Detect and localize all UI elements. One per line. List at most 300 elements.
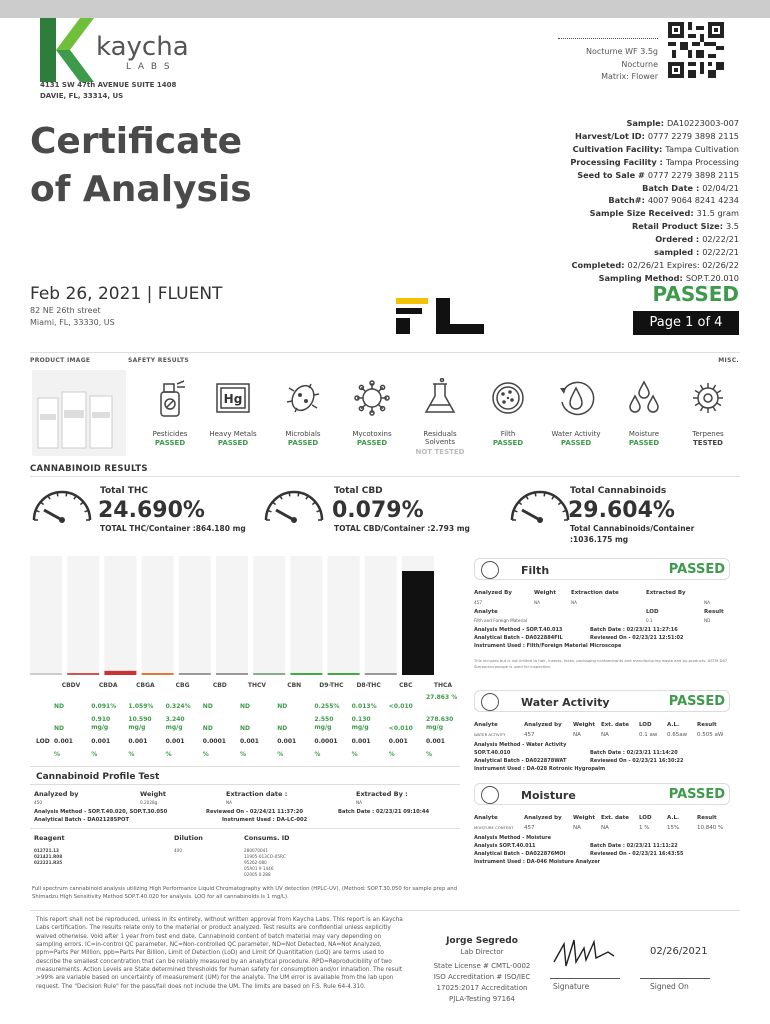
column-label: CBN [287, 682, 302, 689]
total-value: 0.079% [332, 498, 424, 523]
filth-h2: Weight [534, 590, 556, 596]
petri-icon [480, 374, 536, 422]
bar-cbc [365, 673, 397, 675]
water-title: Water Activity [521, 696, 610, 709]
sample-info-value: 02/22/21 [702, 234, 739, 245]
column-label: CBDA [98, 682, 118, 689]
unit-value: % [426, 751, 433, 758]
flask-icon [412, 374, 468, 422]
hg-icon [205, 374, 261, 422]
sample-info-label: Completed: [571, 259, 625, 270]
pct-value: 0.324% [165, 703, 191, 710]
moisture-v1: MOISTURE CONTENT [474, 825, 514, 830]
signed-on-line [640, 978, 710, 979]
consums-values: 280070041 11905-013CO-05RC 95262-080 05A01 9 1446 02005 0.288 [244, 848, 286, 877]
mg-value: 10.590 mg/g [128, 716, 152, 731]
sample-info-row [399, 246, 739, 259]
dilution-label: Dilution [174, 834, 203, 842]
moisture-reviewed: Reviewed On - 02/23/21 16:43:55 [590, 851, 684, 857]
safety-item [275, 374, 331, 447]
moisture-title: Moisture [521, 789, 576, 802]
water-sop: SOP.T.40.010 [474, 750, 511, 756]
moisture-v2: 457 [524, 825, 535, 831]
pct-value: ND [277, 703, 288, 710]
filth-title: Filth [521, 564, 550, 577]
lab-name: Kaycha Labs [566, 20, 658, 35]
filth-result: PASSED [668, 562, 725, 577]
safety-item-result: PASSED [287, 439, 319, 448]
sample-info-label: Sample: [626, 118, 664, 128]
moisture-v7: 10.840 % [697, 825, 724, 831]
column-label: D8-THC [356, 682, 381, 689]
water-v3: NA [573, 732, 581, 738]
pct-value: ND [202, 703, 213, 710]
moisture-h5: LOD [639, 815, 652, 821]
gear-icon [680, 374, 736, 422]
spray-icon [142, 374, 198, 422]
bar-thca [402, 571, 434, 675]
mg-value: 3.240 mg/g [165, 716, 185, 731]
title-line-1: Certificate [30, 121, 243, 162]
bar-track [142, 556, 174, 675]
safety-item [412, 374, 468, 456]
water-activity-card [474, 690, 730, 712]
signed-date: 02/26/2021 [650, 946, 708, 957]
pct-value: 1.059% [128, 703, 154, 710]
moisture-batch: Analytical Batch - DA022876MOI [474, 851, 566, 857]
safety-item-result: PASSED [492, 439, 524, 448]
mg-value: 0.130 mg/g [351, 716, 371, 731]
profile-weight: 0.2028g [140, 800, 158, 805]
sample-info-label: Ordered : [655, 234, 700, 245]
signer-license: State License # CMTL-0002 [433, 962, 531, 970]
safety-item-name: Terpenes [692, 430, 724, 438]
filth-batch: Analytical Batch - DA022884FIL [474, 635, 563, 641]
sample-info-label: Retail Product Size: [631, 221, 723, 232]
safety-item [548, 374, 604, 447]
moisture-result: PASSED [668, 787, 725, 802]
total-sub: TOTAL THC/Container :864.180 mg [100, 524, 246, 533]
mg-value: 0.910 mg/g [91, 716, 111, 731]
moisture-instrument: Instrument Used : DA-046 Moisture Analyzer [474, 859, 601, 865]
water-v6: 0.65aw [667, 732, 688, 738]
moisture-batch-date: Batch Date : 02/23/21 11:11:22 [590, 843, 678, 849]
microbe-icon [275, 374, 331, 422]
filth-h3: Extraction date [571, 590, 619, 596]
bar-track [328, 556, 360, 675]
unit-value: % [165, 751, 172, 758]
divider [30, 828, 460, 829]
column-label: CBG [175, 682, 190, 689]
divider [30, 476, 740, 477]
safety-item [344, 374, 400, 447]
sample-info-value: 31.5 gram [696, 208, 739, 219]
logo-sub: L A B S [126, 62, 172, 72]
bar-track [365, 556, 397, 675]
client-address-2: Miami, FL, 33330, US [30, 318, 115, 327]
pct-value: 0.091% [91, 703, 117, 710]
water-icon [481, 693, 499, 711]
profile-batch: Analytical Batch - DA021285POT [34, 817, 129, 823]
filth-v3: NA [571, 600, 577, 605]
bar-cbn [253, 673, 285, 675]
mg-value: ND [277, 725, 288, 732]
pct-value: 27.863 % [426, 694, 458, 701]
bar-thcv [216, 673, 248, 675]
filth-res-h: Result [704, 609, 724, 615]
water-icon [548, 374, 604, 422]
sample-info-value: 3.5 [725, 221, 739, 232]
total-label: Total THC [100, 486, 148, 496]
sample-info-label: Seed to Sale # [577, 169, 645, 180]
product-image [32, 370, 126, 456]
product-image-header: PRODUCT IMAGE [30, 357, 91, 364]
water-result: PASSED [668, 694, 725, 709]
logo-word: kaycha [96, 32, 189, 62]
total-label: Total Cannabinoids [570, 486, 667, 496]
product-name: Nocturne WF 3.5g [585, 47, 658, 56]
moisture-h4: Ext. date [601, 815, 629, 821]
moisture-card [474, 783, 730, 805]
bar-track [30, 556, 62, 675]
water-v4: NA [601, 732, 609, 738]
lod-value: 0.001 [54, 738, 73, 745]
divider [30, 910, 740, 911]
safety-item-name: Microbials [285, 430, 321, 438]
lod-value: 0.001 [426, 738, 445, 745]
sample-info-row [399, 207, 739, 220]
sample-info-row [399, 182, 739, 195]
column-label: THCA [433, 682, 453, 689]
unit-value: % [240, 751, 247, 758]
total-value: 29.604% [568, 498, 675, 523]
unit-value: % [277, 751, 284, 758]
water-h1: Analyte [474, 722, 498, 728]
sample-info-list [399, 117, 739, 285]
moisture-v5: 1 % [639, 825, 650, 831]
page-indicator: Page 1 of 4 [633, 311, 739, 335]
kaycha-logo-mark-icon [40, 18, 94, 82]
water-h7: Result [697, 722, 717, 728]
sample-info-row [399, 220, 739, 233]
total-label: Total CBD [334, 486, 383, 496]
bar-cbga [104, 671, 136, 675]
lod-value: 0.001 [128, 738, 148, 745]
gauge-icon [30, 484, 94, 524]
page-title [30, 118, 252, 213]
profile-note: Full spectrum cannabinoid analysis utilizing High Performance Liquid Chromatography with UV detection (HPLC-UV). (Method: SOP.T.30.050 for sample prep and Shimadzu High Sensitivity Method SOP.T.40.020 for analysis. LOQ for all cannabinoids is 1 mg/L). [32, 886, 458, 900]
unit-value: % [314, 751, 321, 758]
lod-value: 0.001 [240, 738, 259, 745]
divider [30, 766, 460, 767]
sample-info-label: Cultivation Facility: [572, 143, 663, 154]
signer-pjla: PJLA-Testing 97164 [449, 995, 515, 1003]
kaycha-logo [40, 18, 200, 84]
sample-info-value: Tampa Processing [665, 156, 739, 167]
sample-info-row [399, 130, 739, 143]
lab-address-1: 4131 SW 47th AVENUE SUITE 1408 [40, 81, 177, 89]
signature-line [550, 978, 620, 979]
sample-info-value: 0777 2279 3898 2115 [647, 169, 739, 180]
bar-cbda [67, 673, 99, 675]
signature-label: Signature [553, 982, 590, 991]
unit-value: % [128, 751, 135, 758]
mg-value: 2.550 mg/g [314, 716, 334, 731]
sample-info-row [399, 233, 739, 246]
bar-track [253, 556, 285, 675]
sample-info-label: Batch#: [608, 195, 645, 206]
safety-item-result: PASSED [356, 439, 388, 448]
sample-info-value: 02/04/21 [702, 182, 739, 193]
mg-value: ND [240, 725, 251, 732]
signer-iso-2: 17025:2017 Accreditation [436, 984, 528, 992]
safety-item-result: PASSED [628, 439, 660, 448]
sample-info-label: Sample Size Received: [589, 208, 694, 219]
water-batch: Analytical Batch - DA022878WAT [474, 758, 567, 764]
column-label: CBDV [61, 682, 81, 689]
profile-extraction: NA [226, 800, 232, 805]
lod-value: 0.001 [165, 738, 185, 745]
filth-analyte: Filth and Foreign Material [474, 618, 528, 623]
bar-track [290, 556, 322, 675]
virus-icon [344, 374, 400, 422]
safety-item-name: Pesticides [152, 430, 188, 438]
profile-analyzed-by: 450 [34, 800, 42, 805]
column-label: CBD [212, 682, 227, 689]
client-date-line: Feb 26, 2021 | FLUENT [30, 284, 223, 304]
unit-value: % [54, 751, 61, 758]
lod-value: 0.001 [388, 738, 408, 745]
mg-value: <0.010 [388, 725, 413, 732]
safety-item-name: Filth [500, 430, 516, 438]
safety-item-result: TESTED [693, 439, 723, 448]
sample-info-value: SOP.T.20.010 [685, 272, 739, 283]
moisture-h1: Analyte [474, 815, 498, 821]
sample-info-row [399, 259, 739, 272]
sample-info-row [399, 143, 739, 156]
profile-extraction-label: Extraction date : [226, 790, 288, 798]
column-label: D9-THC [319, 682, 344, 689]
cannabinoid-results-header: CANNABINOID RESULTS [30, 464, 148, 474]
pct-value: ND [240, 703, 251, 710]
signature-image [550, 932, 620, 972]
bar-d9-thc [290, 673, 322, 675]
column-label: THCV [247, 682, 267, 689]
lod-value: 0.001 [277, 738, 297, 745]
product-short: Nocturne [621, 60, 658, 69]
water-batch-date: Batch Date : 02/23/21 11:14:20 [590, 750, 678, 756]
filth-h1: Analyzed By [474, 590, 512, 596]
filth-lod: 0.1 [646, 618, 653, 623]
bar-cbg [142, 673, 174, 675]
profile-extracted-by: NA [356, 800, 362, 805]
safety-item-result: NOT TESTED [415, 447, 465, 456]
profile-reviewed: Reviewed On - 02/24/21 11:37:20 [206, 809, 303, 815]
safety-item-result: PASSED [154, 439, 186, 448]
signer-role: Lab Director [460, 948, 504, 956]
unit-value: % [351, 751, 358, 758]
filth-batch-date: Batch Date : 02/23/21 11:27:16 [590, 627, 678, 633]
reagent-values: 012721.13 021421.R08 022221.R35 [34, 848, 63, 865]
sample-info-label: Batch Date : [642, 182, 700, 193]
lod-value: 0.001 [91, 738, 111, 745]
divider [30, 784, 460, 785]
profile-batch-date: Batch Date : 02/23/21 09:10:44 [338, 809, 430, 815]
status-passed: PASSED [652, 282, 739, 306]
cannabinoid-bar-chart [24, 552, 464, 677]
bar-cbdv [30, 673, 62, 675]
dotted-divider [558, 38, 658, 39]
total-sub: Total Cannabinoids/Container :1036.175 mg [570, 524, 695, 544]
filth-note: This includes but is not limited to hair, insects, feces, packaging contaminants and manufacturing waste and by-products. ASTM-D87 Stereomicroscope is used for inspection. [474, 658, 728, 669]
unit-value: % [388, 751, 395, 758]
pct-value: <0.010 [388, 703, 413, 710]
signer-name: Jorge Segredo [446, 936, 518, 946]
filth-analyte-h: Analyte [474, 609, 498, 615]
lod-value: 0.0001 [314, 738, 338, 745]
water-h5: LOD [639, 722, 652, 728]
mg-value: 278.630 mg/g [426, 716, 454, 731]
filth-v4: NA [704, 600, 710, 605]
safety-item-name: Heavy Metals [209, 430, 257, 438]
qr-code-icon [668, 22, 724, 78]
moisture-method: Analysis Method - Moisture [474, 835, 551, 841]
sample-info-value: Tampa Cultivation [665, 143, 739, 154]
filth-v2: NA [534, 600, 540, 605]
sample-info-label: Sampling Method: [598, 272, 683, 283]
water-method: Analysis Method - Water Activity [474, 742, 567, 748]
water-h3: Weight [573, 722, 595, 728]
safety-item-result: PASSED [217, 439, 249, 448]
total-sub: TOTAL CBD/Container :2.793 mg [334, 524, 470, 533]
water-v7: 0.505 aW [697, 732, 724, 738]
moisture-sop: Analysis SOP.T.40.011 [474, 843, 536, 849]
lod-value: 0.0001 [202, 738, 226, 745]
safety-item [205, 374, 261, 447]
water-reviewed: Reviewed On - 02/23/21 16:30:22 [590, 758, 684, 764]
lab-address-2: DAVIE, FL, 33314, US [40, 92, 124, 100]
unit-value: % [91, 751, 98, 758]
moisture-v4: NA [601, 825, 609, 831]
gauge-icon [262, 484, 326, 524]
moisture-h2: Analyzed by [524, 815, 562, 821]
filth-instrument: Instrument Used : Filth/Foreign Material Microscope [474, 643, 622, 649]
safety-item [680, 374, 736, 447]
water-h6: A.L. [667, 722, 680, 728]
sample-info-row [399, 194, 739, 207]
filth-lod-h: LOD [646, 609, 659, 615]
water-h4: Ext. date [601, 722, 629, 728]
safety-results-header: SAFETY RESULTS [128, 357, 190, 364]
water-v2: 457 [524, 732, 535, 738]
moisture-h6: A.L. [667, 815, 680, 821]
filth-h4: Extracted By [646, 590, 686, 596]
safety-item [142, 374, 198, 447]
signer-iso-1: ISO Accreditation # ISO/IEC [433, 973, 531, 981]
safety-item-name: Residuals Solvents [423, 430, 457, 447]
column-label: CBGA [136, 682, 155, 689]
bar-track [67, 556, 99, 675]
safety-item-name: Mycotoxins [352, 430, 392, 438]
profile-weight-label: Weight [140, 790, 166, 798]
sample-info-label: Processing Facility : [570, 156, 663, 167]
pct-value: 0.255% [314, 703, 340, 710]
drops-icon [481, 786, 499, 804]
sample-info-value: 4007 9064 8241 4234 [647, 195, 739, 206]
dilution-values: 400 [174, 848, 182, 853]
mg-value: ND [202, 725, 213, 732]
safety-item-name: Water Activity [551, 430, 601, 438]
pct-value: ND [54, 703, 65, 710]
profile-method: Analysis Method - SOP.T.40.020, SOP.T.30.050 [34, 809, 168, 815]
disclaimer-text: This report shall not be reproduced, unless in its entirety, without written approval from Kaycha Labs. This report is an Kaycha Labs certification. The results relate only to the material or product analyzed. Test results are confidential unless explicitly waived otherwise. Void after 1 year from test end date. Cannabinoid content of batch material may vary depending on sampling errors. IC=in-control QC parameter, NC=Non-controlled QC parameter, ND=Not Detected, NA=Not Analyzed, ppm=Parts Per Million, ppb=Parts Per Billion, Limit of Detection (LoD) and Limit Of Quantitation (LoQ) are terms used to describe the smallest concentration that can be reliably measured by an analytical procedure. RPD=Reproducibility of two measurements. Action Levels are State determined thresholds for human safety for consumption and/or inhalation. The result >99% are variable based on uncertainty of measurement (UM) for the analyte. The UM error is available from the lab upon request. The "Decision Rule" for the pass/fail does not include the UM. The limits are based on F.S. Rule 64-4.310. [36, 917, 403, 990]
bar-d8-thc [328, 673, 360, 675]
client-address-1: 82 NE 26th street [30, 306, 101, 315]
filth-method: Analysis Method - SOP.T.40.013 [474, 627, 563, 633]
water-instrument: Instrument Used : DA-028 Rotronic Hygropalm [474, 766, 606, 772]
lod-label: LOD [36, 738, 50, 745]
filth-reviewed: Reviewed On - 02/23/21 12:51:02 [590, 635, 684, 641]
column-label: CBC [399, 682, 413, 689]
profile-extracted-by-label: Extracted By : [356, 790, 408, 798]
sample-info-value: DA10223003-007 [666, 118, 739, 128]
sample-info-row [399, 169, 739, 182]
filth-card [474, 558, 730, 580]
sample-info-value: 0777 2279 3898 2115 [647, 130, 739, 141]
title-line-2: of Analysis [30, 168, 252, 210]
profile-analyzed-by-label: Analyzed by [34, 790, 79, 798]
sample-info-value: 02/22/21 [702, 247, 739, 258]
consums-label: Consums. ID [244, 834, 290, 842]
unit-value: % [202, 751, 209, 758]
safety-item-result: PASSED [560, 439, 592, 448]
moisture-h7: Result [697, 815, 717, 821]
sample-info-row [399, 117, 739, 130]
gauge-icon [508, 484, 572, 524]
drops-icon [616, 374, 672, 422]
sample-info-value: 02/26/21 Expires: 02/26/22 [627, 259, 739, 270]
profile-title: Cannabinoid Profile Test [36, 772, 160, 782]
filth-res: ND [704, 618, 711, 623]
sample-info-label: Harvest/Lot ID: [575, 130, 645, 141]
safety-item [480, 374, 536, 447]
water-h2: Analyzed by [524, 722, 562, 728]
petri-icon [481, 561, 499, 579]
signed-on-label: Signed On [650, 982, 689, 991]
moisture-v6: 15% [667, 825, 680, 831]
sample-info-row [399, 156, 739, 169]
top-header-bar [0, 0, 770, 18]
pct-value: 0.013% [351, 703, 377, 710]
profile-instrument: Instrument Used : DA-LC-002 [222, 817, 308, 823]
mg-value: ND [54, 725, 65, 732]
bar-track [216, 556, 248, 675]
reagent-label: Reagent [34, 834, 65, 842]
filth-v1: 457 [474, 600, 482, 605]
bar-track [179, 556, 211, 675]
svg-text:Hg: Hg [223, 392, 243, 406]
water-v1: WATER ACTIVITY [474, 732, 506, 737]
safety-item-name: Moisture [628, 430, 660, 438]
lod-value: 0.001 [351, 738, 371, 745]
divider [30, 352, 740, 353]
safety-item [616, 374, 672, 447]
bar-cbd [179, 673, 211, 675]
total-value: 24.690% [98, 498, 205, 523]
moisture-v3: NA [573, 825, 581, 831]
product-matrix: Matrix: Flower [601, 72, 658, 81]
sample-info-label: sampled : [654, 247, 700, 258]
